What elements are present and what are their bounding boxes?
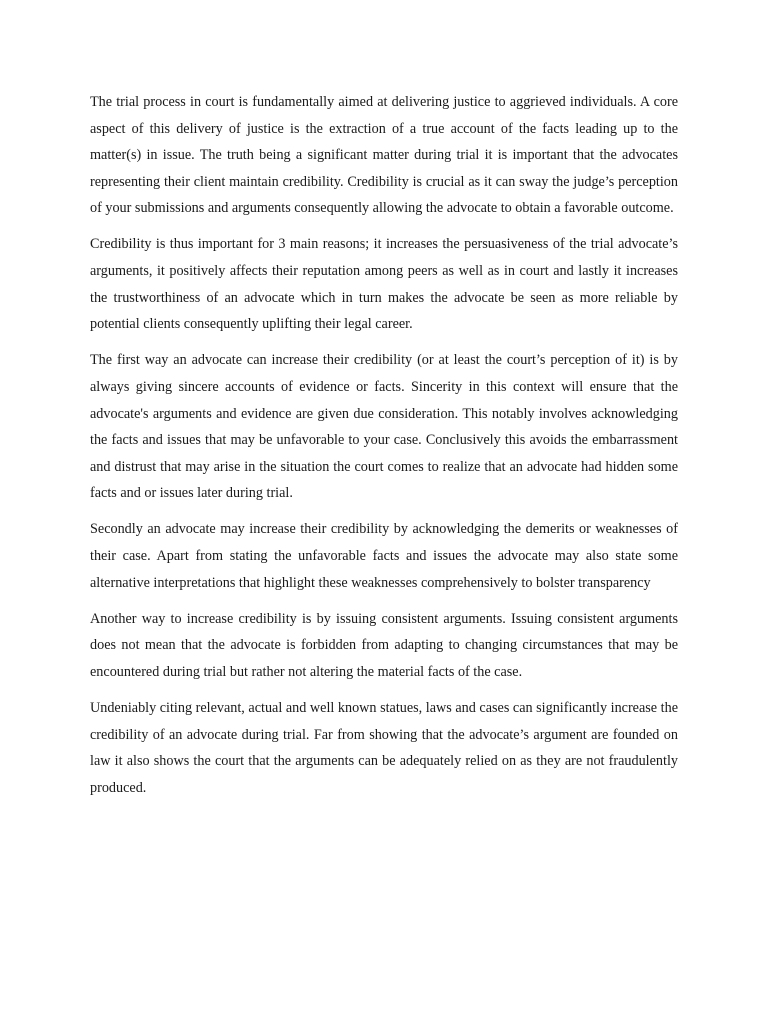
paragraph-3: The first way an advocate can increase their credibility (or at least the court’s perception of it) is by always giving sincere accounts of evidence or facts. Sincerity in this context will ensure that the advocate's arguments and evidence are given due consideration. This notably involves acknowledging the facts and issues that may be unfavorable to your case. Conclusively this avoids the embarrassment and distrust that may arise in the situation the court comes to realize that an advocate had hidden some facts and or issues later during trial. — [90, 352, 678, 502]
paragraph-4: Secondly an advocate may increase their credibility by acknowledging the demerits or weaknesses of their case. Apart from stating the unfavorable facts and issues the advocate may also state some alternative interpretations that highlight these weaknesses comprehensively to bolster transparency — [90, 521, 678, 591]
paragraph-6: Undeniably citing relevant, actual and well known statues, laws and cases can significantly increase the credibility of an advocate during trial. Far from showing that the advocate’s argument are founded on law it also shows the court that the arguments can be adequately relied on as they are not fraudulently produced. — [90, 699, 678, 796]
paragraph-5: Another way to increase credibility is by issuing consistent arguments. Issuing consistent arguments does not mean that the advocate is forbidden from adapting to changing circumstances that may be encountered during trial but rather not altering the material facts of the case. — [90, 610, 678, 680]
paragraph-2: Credibility is thus important for 3 main reasons; it increases the persuasiveness of the trial advocate’s arguments, it positively affects their reputation among peers as well as in court and lastly it increases the trustworthiness of an advocate which in turn makes the advocate be seen as more reliable by potential clients consequently uplifting their legal career. — [90, 236, 678, 333]
paragraph-1: The trial process in court is fundamentally aimed at delivering justice to aggrieved individuals. A core aspect of this delivery of justice is the extraction of a true account of the facts leading up to the matter(s) in issue. The truth being a significant matter during trial it is important that the advocates representing their client maintain credibility. Credibility is crucial as it can sway the judge’s perception of your submissions and arguments consequently allowing the advocate to obtain a favorable outcome. — [90, 94, 678, 217]
document-page — [90, 89, 678, 811]
